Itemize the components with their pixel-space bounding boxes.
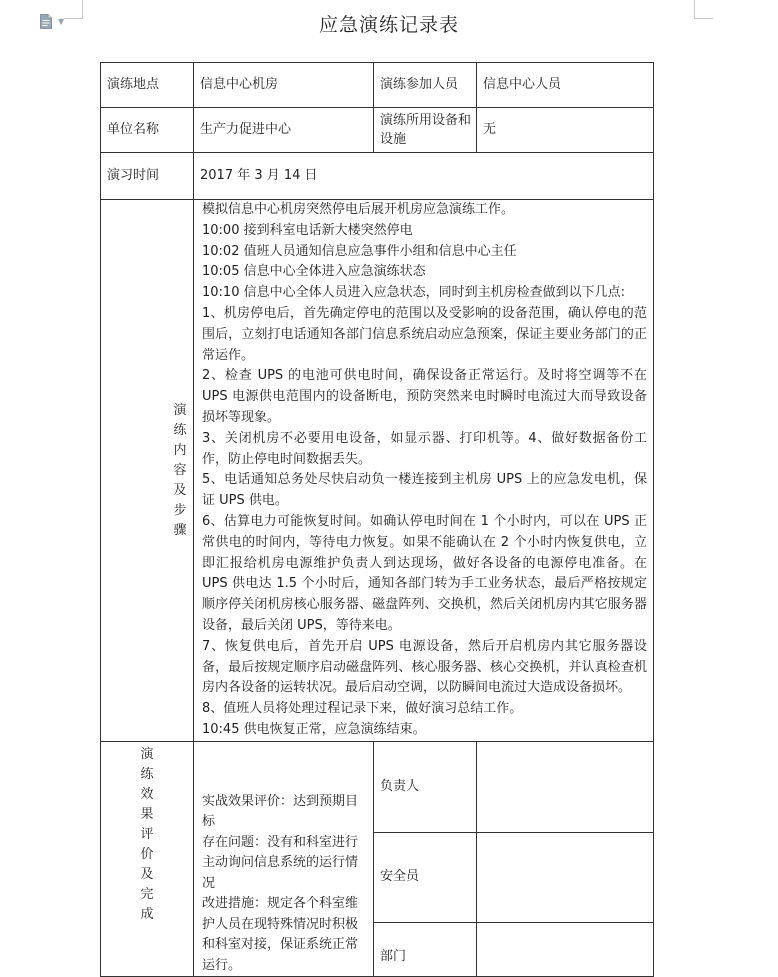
label-char: 骤 <box>173 523 187 539</box>
table-row <box>101 153 654 200</box>
label-char: 内 <box>173 443 187 459</box>
unit-label: 单位名称 <box>101 108 194 153</box>
label-char: 容 <box>173 463 187 479</box>
step-line: 10:05 信息中心全体进入应急演练状态 <box>202 264 426 280</box>
step-line: 10:45 供电恢复正常，应急演练结束。 <box>202 721 426 737</box>
evaluation-text <box>194 741 374 977</box>
department-signature[interactable] <box>477 923 654 977</box>
table-row <box>101 108 654 153</box>
safety-officer-label: 安全员 <box>374 832 477 923</box>
label-char: 练 <box>173 423 187 439</box>
label-char: 效 <box>140 786 154 802</box>
location-label: 演练地点 <box>101 63 194 108</box>
label-char: 及 <box>140 866 154 882</box>
equipment-label: 演练所用设备和设施 <box>374 108 477 153</box>
step-line: 8、值班人员将处理过程记录下来，做好演习总结工作。 <box>202 701 523 717</box>
step-line: 6、估算电力可能恢复时间。如确认停电时间在 1 个小时内，可以在 UPS 正常供电的时间内，等待电力恢复。如果不能确认在 2 个小时内恢复供电，立即汇报给机房电源维护负责人到达现场，做好各设备的电源停电准备。在 UPS 供电达 1.5 个小时后，通知各部门转为手工业务状态，最后严格按规定顺序停关闭机房核心服务器、磁盘阵列、交换机，然后关闭机房内其它服务器设备，最后关闭 UPS，等待来电。 <box>202 513 647 633</box>
step-line: 5、电话通知总务处尽快启动负一楼连接到主机房 UPS 上的应急发电机，保证 UPS 供电。 <box>202 472 647 509</box>
step-line: 3、关闭机房不必要用电设备，如显示器、打印机等。4、做好数据备份工作，防止停电时间数据丢失。 <box>202 430 647 467</box>
participants-label: 演练参加人员 <box>374 63 477 108</box>
evaluation-line: 改进措施：规定各个科室维护人员在现特殊情况时积极和科室对接，保证系统正常运行。 <box>202 896 359 973</box>
time-value: 2017 年 3 月 14 日 <box>194 153 654 200</box>
responsible-signature[interactable] <box>477 741 654 832</box>
evaluation-line: 存在问题：没有和科室进行主动询问信息系统的运行情况 <box>202 834 359 891</box>
label-char: 评 <box>140 826 154 842</box>
table-row <box>101 63 654 108</box>
step-line: 10:00 接到科室电话新大楼突然停电 <box>202 222 413 238</box>
table-row <box>101 741 654 832</box>
label-char: 完 <box>140 886 154 902</box>
content-steps <box>194 200 654 742</box>
label-char: 步 <box>173 503 187 519</box>
time-label: 演习时间 <box>101 153 194 200</box>
page-title: 应急演练记录表 <box>318 14 459 36</box>
step-line: 10:10 信息中心全体人员进入应急状态，同时到主机房检查做到以下几点: <box>202 285 625 301</box>
step-line: 10:02 值班人员通知信息应急事件小组和信息中心主任 <box>202 243 517 259</box>
label-char: 练 <box>140 766 154 782</box>
responsible-label: 负责人 <box>374 741 477 832</box>
label-char: 价 <box>140 846 154 862</box>
step-line: 2、检查 UPS 的电池可供电时间，确保设备正常运行。及时将空调等不在 UPS 电源供电范围内的设备断电，预防突然来电时瞬时电流过大而导致设备损坏等现象。 <box>202 368 647 425</box>
evaluation-label <box>101 741 194 977</box>
participants-value: 信息中心人员 <box>477 63 654 108</box>
safety-officer-signature[interactable] <box>477 832 654 923</box>
label-char: 演 <box>140 746 154 762</box>
chevron-down-icon[interactable]: ▼ <box>58 17 65 26</box>
equipment-value: 无 <box>477 108 654 153</box>
unit-value: 生产力促进中心 <box>194 108 374 153</box>
step-line: 模拟信息中心机房突然停电后展开机房应急演练工作。 <box>202 202 515 217</box>
drill-record-table <box>100 62 654 977</box>
label-char: 及 <box>173 483 187 499</box>
evaluation-line: 实战效果评价：达到预期目标 <box>202 793 359 830</box>
table-row <box>101 200 654 742</box>
label-char: 演 <box>173 403 187 419</box>
step-line: 1、机房停电后，首先确定停电的范围以及受影响的设备范围，确认停电的范围后，立刻打电话通知各部门信息系统启动应急预案，保证主要业务部门的正常运作。 <box>202 305 647 363</box>
location-value: 信息中心机房 <box>194 63 374 108</box>
label-char: 果 <box>140 806 154 822</box>
label-char: 成 <box>140 906 154 922</box>
step-line: 7、恢复供电后，首先开启 UPS 电源设备，然后开启机房内其它服务器设备，最后按规定顺序启动磁盘阵列、核心服务器、核心交换机，并认真检查机房内各设备的运转状况。最后启动空调，以防瞬间电流过大造成设备损坏。 <box>202 638 647 696</box>
content-label <box>101 200 194 742</box>
department-label: 部门 <box>374 923 477 977</box>
